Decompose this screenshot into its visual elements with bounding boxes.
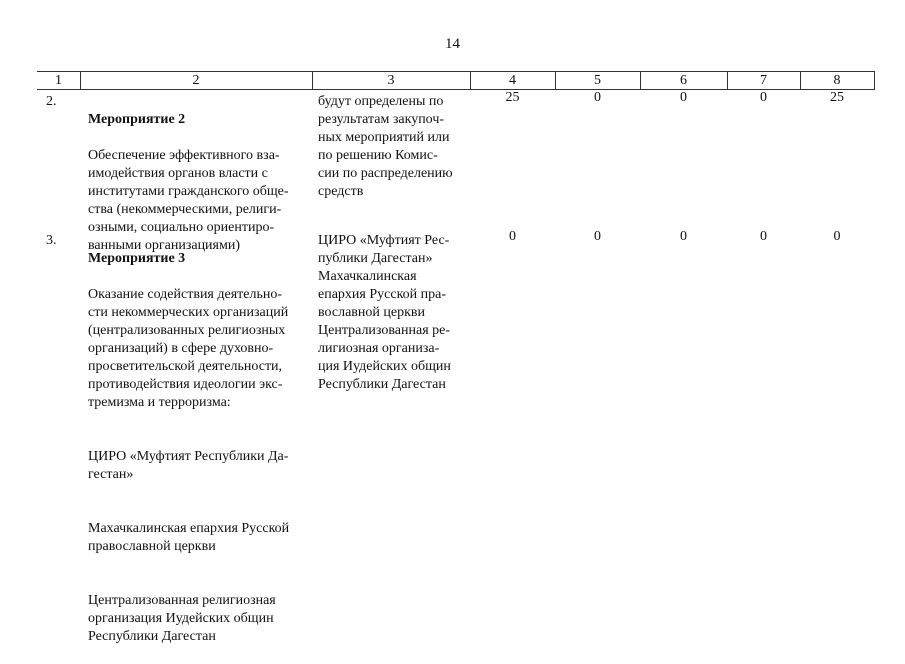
- sub-item: ЦИРО «Муфтият Республики Да- гестан»: [88, 449, 289, 482]
- value-col-5: 0: [594, 90, 601, 105]
- value-col-6: 0: [680, 229, 687, 244]
- header-cell-7: 7: [760, 73, 767, 88]
- row-index: 2.: [46, 94, 57, 109]
- activity-description: Оказание содействия деятельно- сти некоммерческих организаций (централизованных религиозных организаций) в сфере духовно- просветительской деятельности, противодействия идеологии экс- тремизма и терроризма:: [88, 287, 289, 410]
- header-cell-4: 4: [509, 73, 516, 88]
- executor-cell: будут определены по результатам закупоч- ных мероприятий или по решению Комис- сии по распределению средств: [318, 94, 453, 199]
- value-col-4: 0: [509, 229, 516, 244]
- header-cell-1: 1: [55, 73, 62, 88]
- sub-item: Централизованная религиозная организация Иудейских общин Республики Дагестан: [88, 593, 276, 644]
- value-col-8: 25: [830, 90, 844, 105]
- executor-cell: ЦИРО «Муфтият Рес- публики Дагестан» Махачкалинская епархия Русской пра- вославной церкви Централизованная ре- лигиозная организа- ция Иудейских общин Республики Дагестан: [318, 233, 451, 392]
- sub-item: Махачкалинская епархия Русской православной церкви: [88, 521, 290, 554]
- activity-title: Мероприятие 2: [88, 112, 186, 127]
- value-col-8: 0: [833, 229, 841, 244]
- header-cell-5: 5: [594, 73, 601, 88]
- value-col-7: 0: [760, 90, 767, 105]
- activity-cell: [88, 232, 312, 664]
- header-cell-6: 6: [680, 73, 687, 88]
- page-number: 14: [445, 36, 460, 52]
- header-cell-3: 3: [387, 73, 395, 88]
- value-col-6: 0: [680, 90, 687, 105]
- value-col-4: 25: [505, 90, 520, 105]
- header-cell-8: 8: [833, 73, 841, 88]
- table-right-border: [874, 71, 875, 90]
- table-top-border: [37, 71, 875, 72]
- activity-title: Мероприятие 3: [88, 251, 186, 266]
- activity-description: Обеспечение эффективного вза- имодействия органов власти с институтами гражданского обще- ства (некоммерческими, религи- озными, социально ориентиро- ванными организациями): [88, 148, 289, 253]
- row-index: 3.: [46, 233, 57, 248]
- header-cell-2: 2: [192, 73, 200, 88]
- value-col-7: 0: [760, 229, 767, 244]
- value-col-5: 0: [594, 229, 601, 244]
